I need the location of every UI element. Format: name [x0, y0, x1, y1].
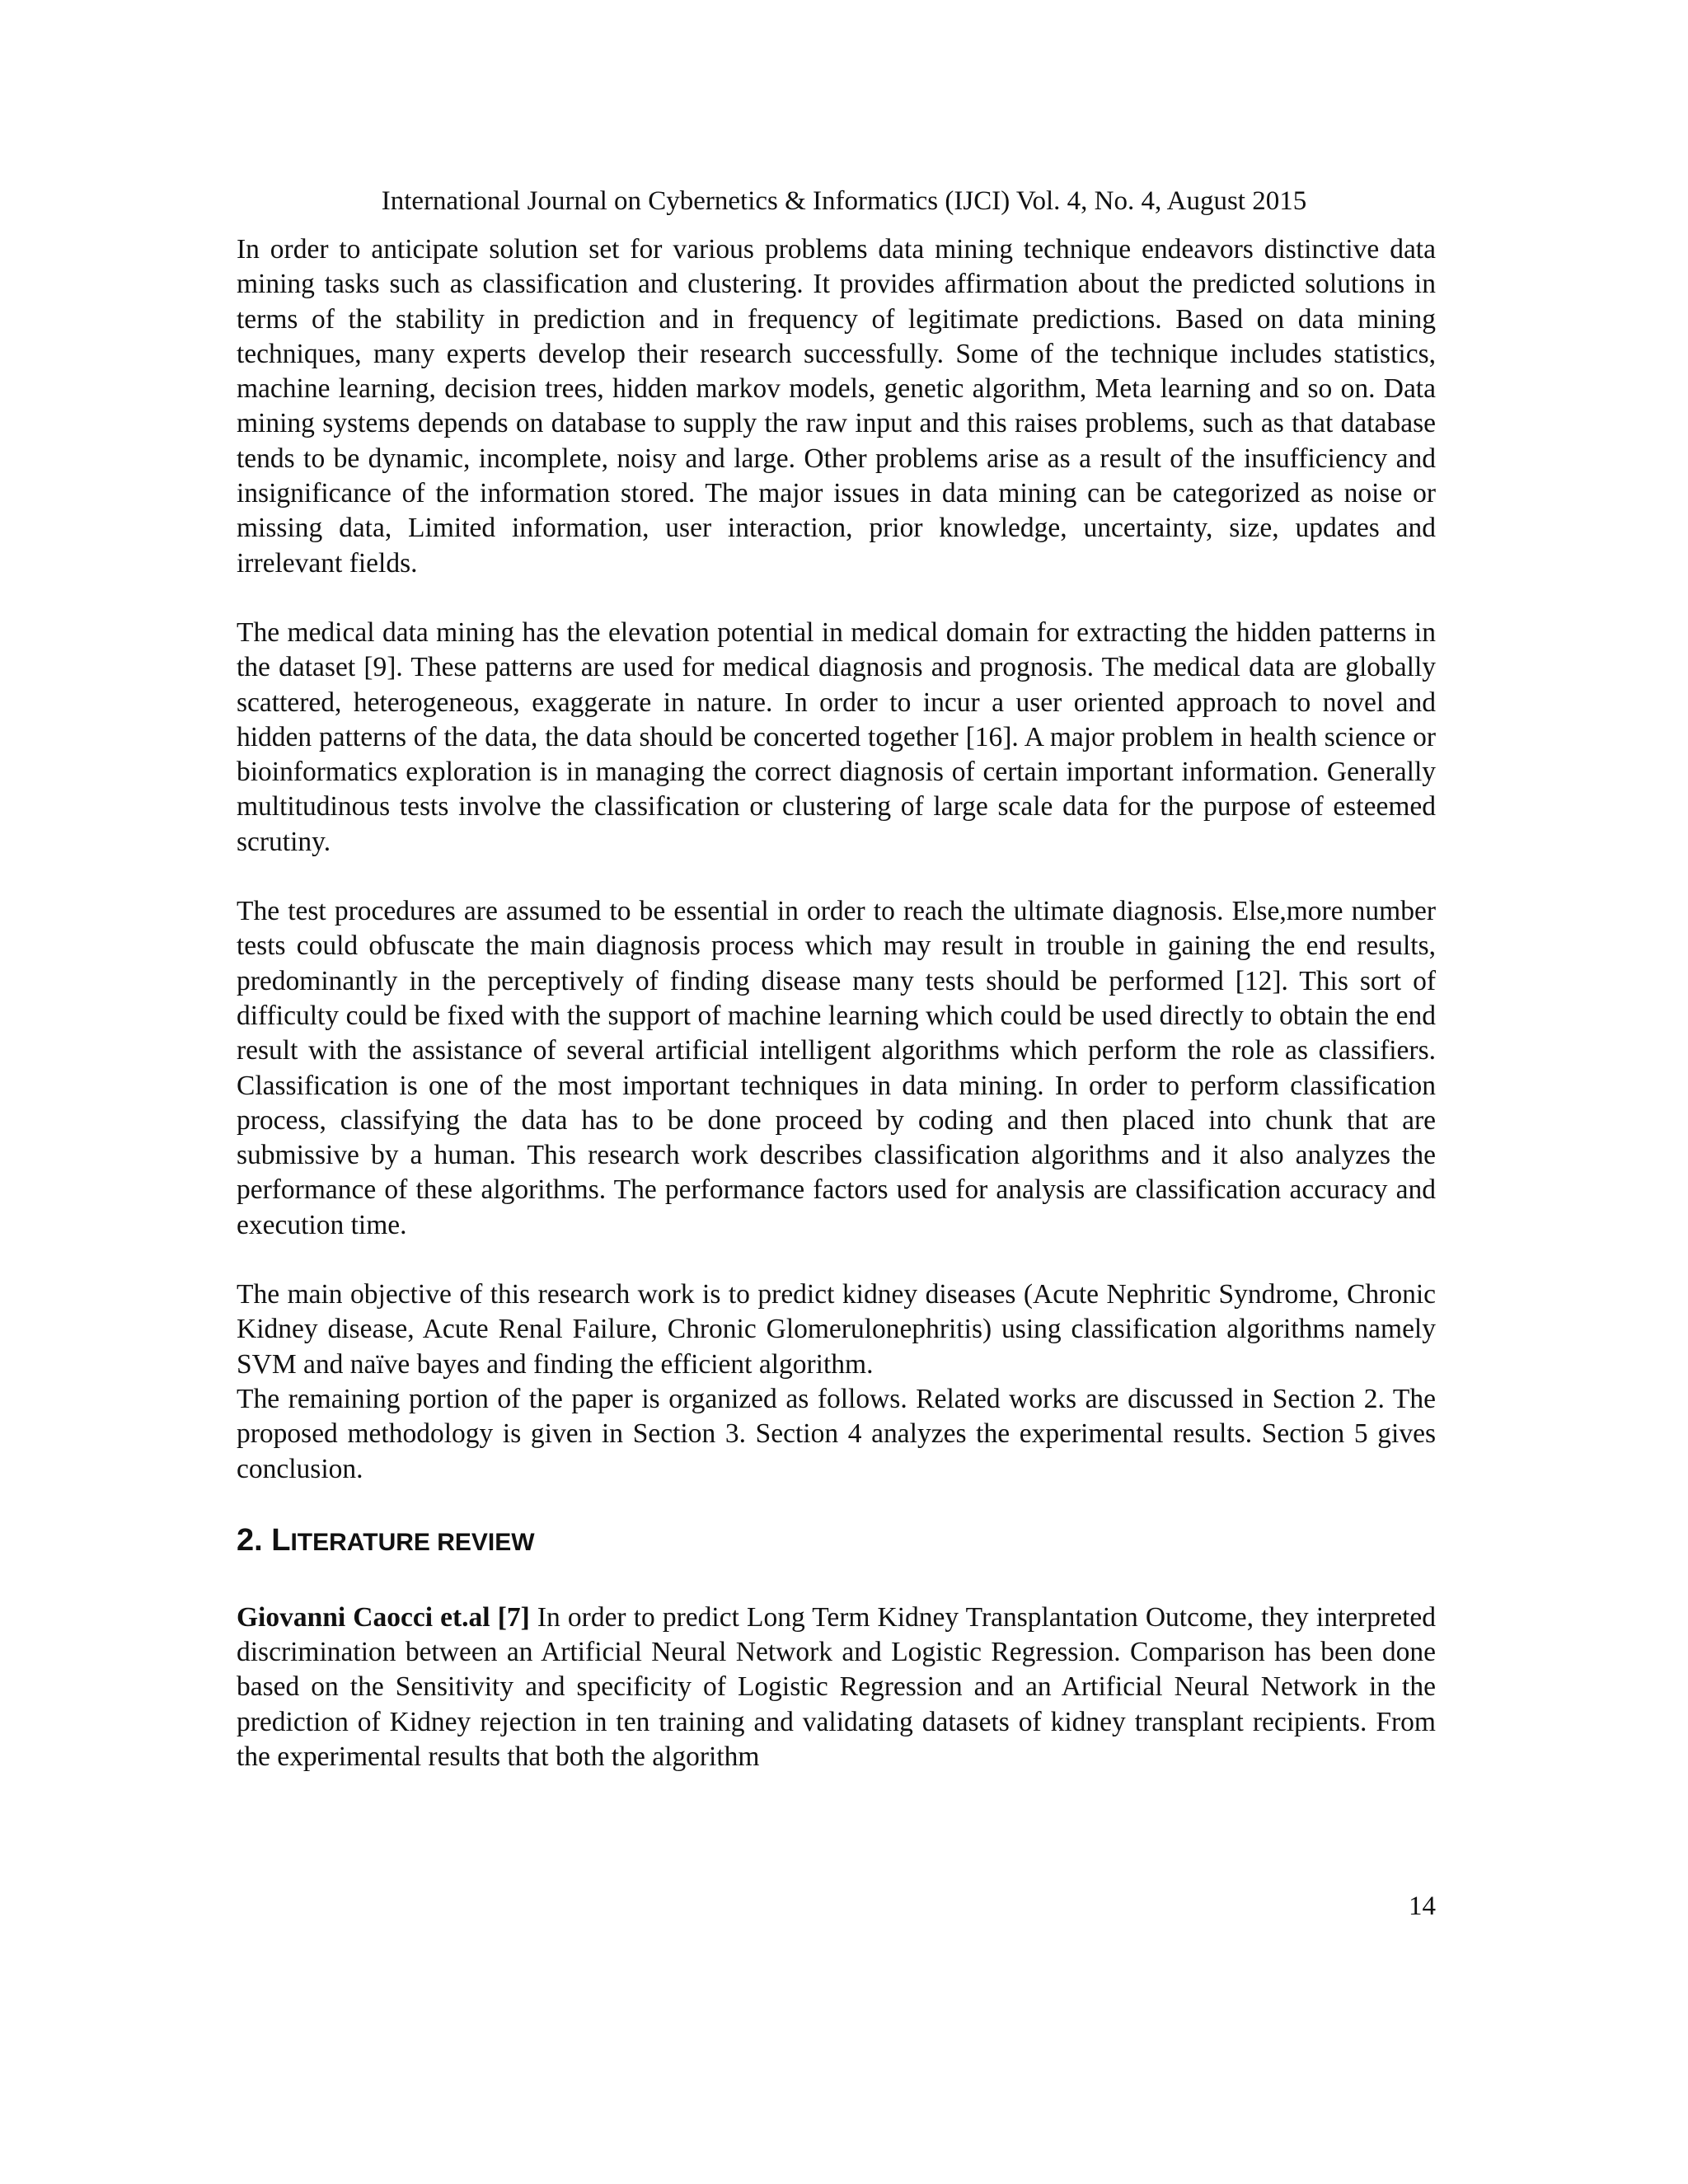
paragraph-main-objective: The main objective of this research work is to predict kidney diseases (Acute Nephritic Syndrome, Chronic Kidney disease, Acute Renal Failure, Chronic Glomerulonephritis) using classification algorithms namely SVM and naïve bayes and finding the efficient algorithm. [237, 1279, 1436, 1380]
section-title-initial: L [271, 1522, 291, 1558]
section-number: 2. [237, 1522, 272, 1558]
section-heading-literature-review [237, 1521, 1436, 1559]
paragraph-data-mining-overview: In order to anticipate solution set for various problems data mining technique endeavors distinctive data mining tasks such as classification and clustering. It provides affirmation about the predicted solutions in terms of the stability in prediction and in frequency of legitimate predictions. Based on data mining techniques, many experts develop their research successfully. Some of the technique includes statistics, machine learning, decision trees, hidden markov models, genetic algorithm, Meta learning and so on. Data mining systems depends on database to supply the raw input and this raises problems, such as that database tends to be dynamic, incomplete, noisy and large. Other problems arise as a result of the insufficiency and insignificance of the information stored. The major issues in data mining can be categorized as noise or missing data, Limited information, user interaction, prior knowledge, uncertainty, size, updates and irrelevant fields. [237, 234, 1436, 579]
paragraph-medical-data-mining: The medical data mining has the elevation potential in medical domain for extracting the hidden patterns in the dataset [9]. These patterns are used for medical diagnosis and prognosis. The medical data are globally scattered, heterogeneous, exaggerate in nature. In order to incur a user oriented approach to novel and hidden patterns of the data, the data should be concerted together [16]. A major problem in health science or bioinformatics exploration is in managing the correct diagnosis of certain important information. Generally multitudinous tests involve the classification or clustering of large scale data for the purpose of esteemed scrutiny. [237, 616, 1436, 857]
running-header: International Journal on Cybernetics & Informatics (IJCI) Vol. 4, No. 4, August 2015 [381, 186, 1307, 216]
section-title-rest: ITERATURE REVIEW [290, 1528, 535, 1556]
author-reference: Giovanni Caocci et.al [7] [237, 1601, 530, 1633]
paragraph-literature-caocci [237, 1601, 1436, 1774]
page-number: 14 [1409, 1891, 1436, 1921]
literature-text: In order to predict Long Term Kidney Transplantation Outcome, they interpreted discrimination between an Artificial Neural Network and Logistic Regression. Comparison has been done based on the Sensitivity and specificity of Logistic Regression and an Artificial Neural Network in the prediction of Kidney rejection in ten training and validating datasets of kidney transplant recipients. From the experimental results that both the algorithm [237, 1601, 1436, 1772]
paragraph-paper-organization: The remaining portion of the paper is organized as follows. Related works are discussed in Section 2. The proposed methodology is given in Section 3. Section 4 analyzes the experimental results. Section 5 gives conclusion. [237, 1383, 1436, 1484]
paragraph-test-procedures: The test procedures are assumed to be essential in order to reach the ultimate diagnosis. Else,more number tests could obfuscate the main diagnosis process which may result in trouble in gaining the end results, predominantly in the perceptively of finding disease many tests should be performed [12]. This sort of difficulty could be fixed with the support of machine learning which could be used directly to obtain the end result with the assistance of several artificial intelligent algorithms which perform the role as classifiers. Classification is one of the most important techniques in data mining. In order to perform classification process, classifying the data has to be done proceed by coding and then placed into chunk that are submissive by a human. This research work describes classification algorithms and it also analyzes the performance of these algorithms. The performance factors used for analysis are classification accuracy and execution time. [237, 896, 1436, 1240]
body-text [237, 232, 1436, 1774]
